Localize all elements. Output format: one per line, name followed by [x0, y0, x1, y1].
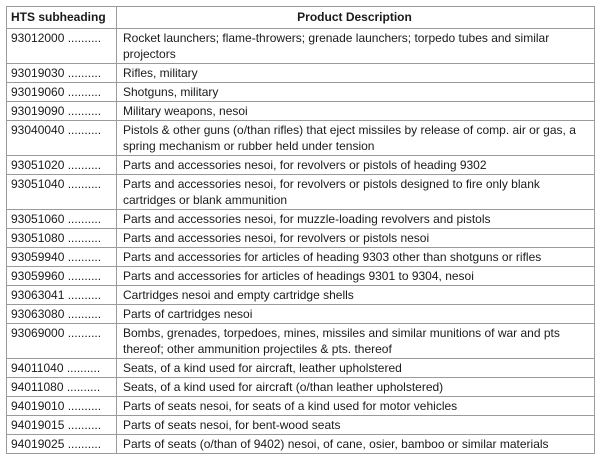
product-description-cell: Military weapons, nesoi: [117, 102, 595, 121]
hts-code-cell: 94019015 ..........: [7, 416, 117, 435]
product-description-cell: Parts and accessories for articles of heading 9303 other than shotguns or rifles: [117, 248, 595, 267]
product-description-cell: Parts of cartridges nesoi: [117, 305, 595, 324]
product-description-cell: Seats, of a kind used for aircraft, leather upholstered: [117, 359, 595, 378]
table-row: [7, 156, 595, 175]
hts-code-cell: 94019025 ..........: [7, 435, 117, 454]
hts-code-cell: 94011040 ..........: [7, 359, 117, 378]
product-description-cell: Shotguns, military: [117, 83, 595, 102]
hts-code-cell: 93059960 ..........: [7, 267, 117, 286]
table-row: [7, 397, 595, 416]
product-description-cell: Pistols & other guns (o/than rifles) that eject missiles by release of comp. air or gas, a spring mechanism or rubber held under tension: [117, 121, 595, 156]
table-row: [7, 210, 595, 229]
hts-code-cell: 93019060 ..........: [7, 83, 117, 102]
hts-code-cell: 93012000 ..........: [7, 29, 117, 64]
table-row: [7, 248, 595, 267]
table-header: [7, 7, 595, 29]
table-row: [7, 324, 595, 359]
hts-code-cell: 94019010 ..........: [7, 397, 117, 416]
table-row: [7, 359, 595, 378]
hts-code-cell: 93051040 ..........: [7, 175, 117, 210]
product-description-cell: Rifles, military: [117, 64, 595, 83]
product-description-cell: Parts of seats (o/than of 9402) nesoi, of cane, osier, bamboo or similar materials: [117, 435, 595, 454]
table-row: [7, 305, 595, 324]
product-description-cell: Seats, of a kind used for aircraft (o/than leather upholstered): [117, 378, 595, 397]
table-row: [7, 29, 595, 64]
hts-code-cell: 93040040 ..........: [7, 121, 117, 156]
table-row: [7, 286, 595, 305]
product-description-cell: Parts and accessories nesoi, for revolvers or pistols of heading 9302: [117, 156, 595, 175]
table-row: [7, 267, 595, 286]
table-row: [7, 229, 595, 248]
product-description-cell: Parts of seats nesoi, for bent-wood seats: [117, 416, 595, 435]
product-description-cell: Bombs, grenades, torpedoes, mines, missiles and similar munitions of war and pts thereof; other ammunition projectiles & pts. thereof: [117, 324, 595, 359]
hts-code-cell: 93051060 ..........: [7, 210, 117, 229]
table-row: [7, 64, 595, 83]
header-row: [7, 7, 595, 29]
table-row: [7, 121, 595, 156]
product-description-cell: Parts of seats nesoi, for seats of a kind used for motor vehicles: [117, 397, 595, 416]
table-body: [7, 29, 595, 454]
table-row: [7, 175, 595, 210]
header-hts-subheading: HTS subheading: [7, 7, 117, 29]
table-row: [7, 435, 595, 454]
hts-code-cell: 93051080 ..........: [7, 229, 117, 248]
table-row: [7, 378, 595, 397]
product-description-cell: Parts and accessories nesoi, for revolvers or pistols designed to fire only blank cartridges or blank ammunition: [117, 175, 595, 210]
hts-code-cell: 93019090 ..........: [7, 102, 117, 121]
hts-table: [6, 6, 595, 454]
table-row: [7, 83, 595, 102]
product-description-cell: Parts and accessories nesoi, for muzzle-loading revolvers and pistols: [117, 210, 595, 229]
product-description-cell: Rocket launchers; flame-throwers; grenade launchers; torpedo tubes and similar projectors: [117, 29, 595, 64]
hts-code-cell: 93063080 ..........: [7, 305, 117, 324]
hts-code-cell: 93059940 ..........: [7, 248, 117, 267]
hts-code-cell: 93051020 ..........: [7, 156, 117, 175]
hts-code-cell: 93063041 ..........: [7, 286, 117, 305]
hts-code-cell: 94011080 ..........: [7, 378, 117, 397]
hts-code-cell: 93019030 ..........: [7, 64, 117, 83]
product-description-cell: Parts and accessories nesoi, for revolvers or pistols nesoi: [117, 229, 595, 248]
hts-code-cell: 93069000 ..........: [7, 324, 117, 359]
product-description-cell: Parts and accessories for articles of headings 9301 to 9304, nesoi: [117, 267, 595, 286]
product-description-cell: Cartridges nesoi and empty cartridge shells: [117, 286, 595, 305]
table-row: [7, 416, 595, 435]
table-row: [7, 102, 595, 121]
header-product-description: Product Description: [117, 7, 595, 29]
